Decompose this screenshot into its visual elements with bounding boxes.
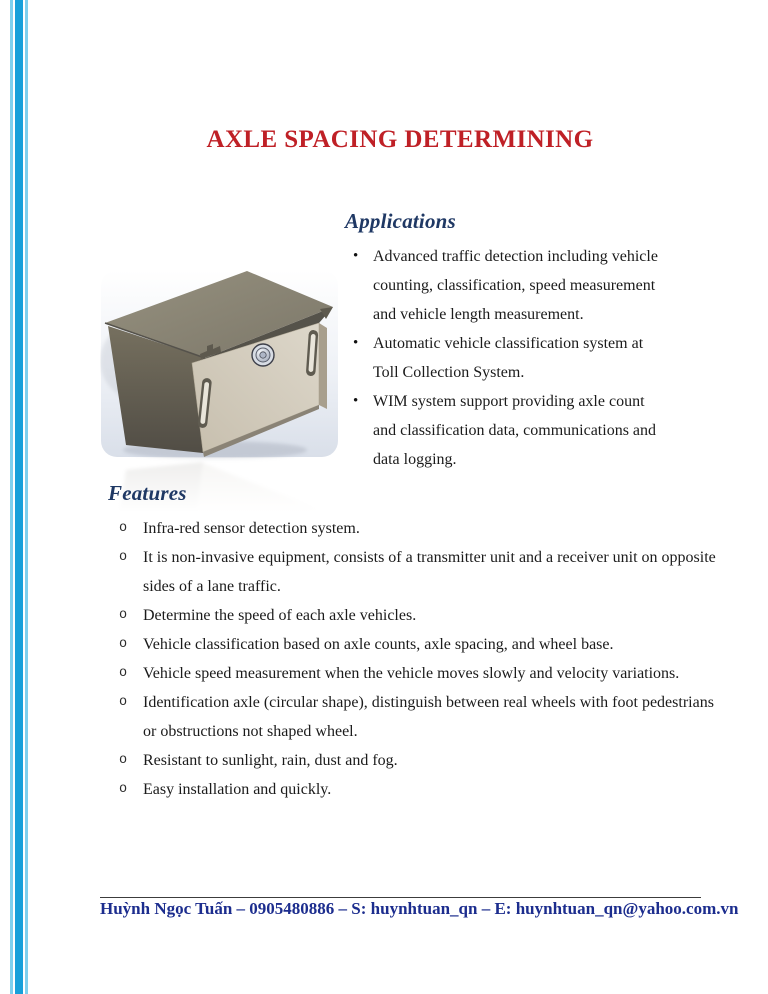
applications-list [353, 242, 661, 474]
bullet-dot-icon: • [353, 248, 359, 264]
feature-item-text: Vehicle classification based on axle counts, axle spacing, and wheel base. [143, 636, 614, 653]
footer-divider [100, 897, 701, 898]
bullet-circle-icon: o [119, 753, 128, 768]
bullet-circle-icon: o [119, 782, 128, 797]
feature-item-text: Easy installation and quickly. [143, 781, 332, 798]
list-item [115, 688, 731, 746]
feature-item-text: Identification axle (circular shape), distinguish between real wheels with foot pedestrians or obstructions not shaped wheel. [143, 694, 714, 740]
bullet-circle-icon: o [119, 637, 128, 652]
list-item [353, 329, 661, 387]
feature-item-text: Infra-red sensor detection system. [143, 520, 360, 537]
page-title: AXLE SPACING DETERMINING [206, 126, 594, 153]
footer-contact: Huỳnh Ngọc Tuấn – 0905480886 – S: huynhtuan_qn – E: huynhtuan_qn@yahoo.com.vn [100, 899, 739, 918]
lock-icon [252, 344, 274, 366]
list-item [115, 659, 731, 688]
bullet-dot-icon: • [353, 393, 359, 409]
bullet-dot-icon: • [353, 335, 359, 351]
left-border-stripe-main [15, 0, 23, 994]
bullet-circle-icon: o [119, 550, 128, 565]
application-item-text: WIM system support providing axle count and classification data, communications and data logging. [373, 393, 657, 468]
list-item [115, 514, 731, 543]
box-right-edge [319, 323, 327, 409]
list-item [115, 630, 731, 659]
list-item [353, 242, 661, 329]
bullet-circle-icon: o [119, 695, 128, 710]
bullet-circle-icon: o [119, 521, 128, 536]
list-item [353, 387, 661, 474]
left-border-stripe-outer [10, 0, 13, 994]
application-item-text: Automatic vehicle classification system at Toll Collection System. [373, 335, 644, 381]
feature-item-text: Vehicle speed measurement when the vehicle moves slowly and velocity variations. [143, 665, 680, 682]
bullet-circle-icon: o [119, 608, 128, 623]
feature-item-text: It is non-invasive equipment, consists of a transmitter unit and a receiver unit on opposite sides of a lane traffic. [143, 549, 716, 595]
bullet-circle-icon: o [119, 666, 128, 681]
list-item [115, 775, 731, 804]
feature-item-text: Resistant to sunlight, rain, dust and fog. [143, 752, 398, 769]
list-item [115, 543, 731, 601]
list-item [115, 746, 731, 775]
feature-item-text: Determine the speed of each axle vehicles. [143, 607, 417, 624]
features-heading: Features [108, 481, 187, 505]
list-item [115, 601, 731, 630]
left-border-stripe-inner [25, 0, 28, 994]
application-item-text: Advanced traffic detection including vehicle counting, classification, speed measurement and vehicle length measurement. [373, 248, 658, 323]
features-list [115, 514, 731, 804]
applications-heading: Applications [345, 209, 456, 233]
